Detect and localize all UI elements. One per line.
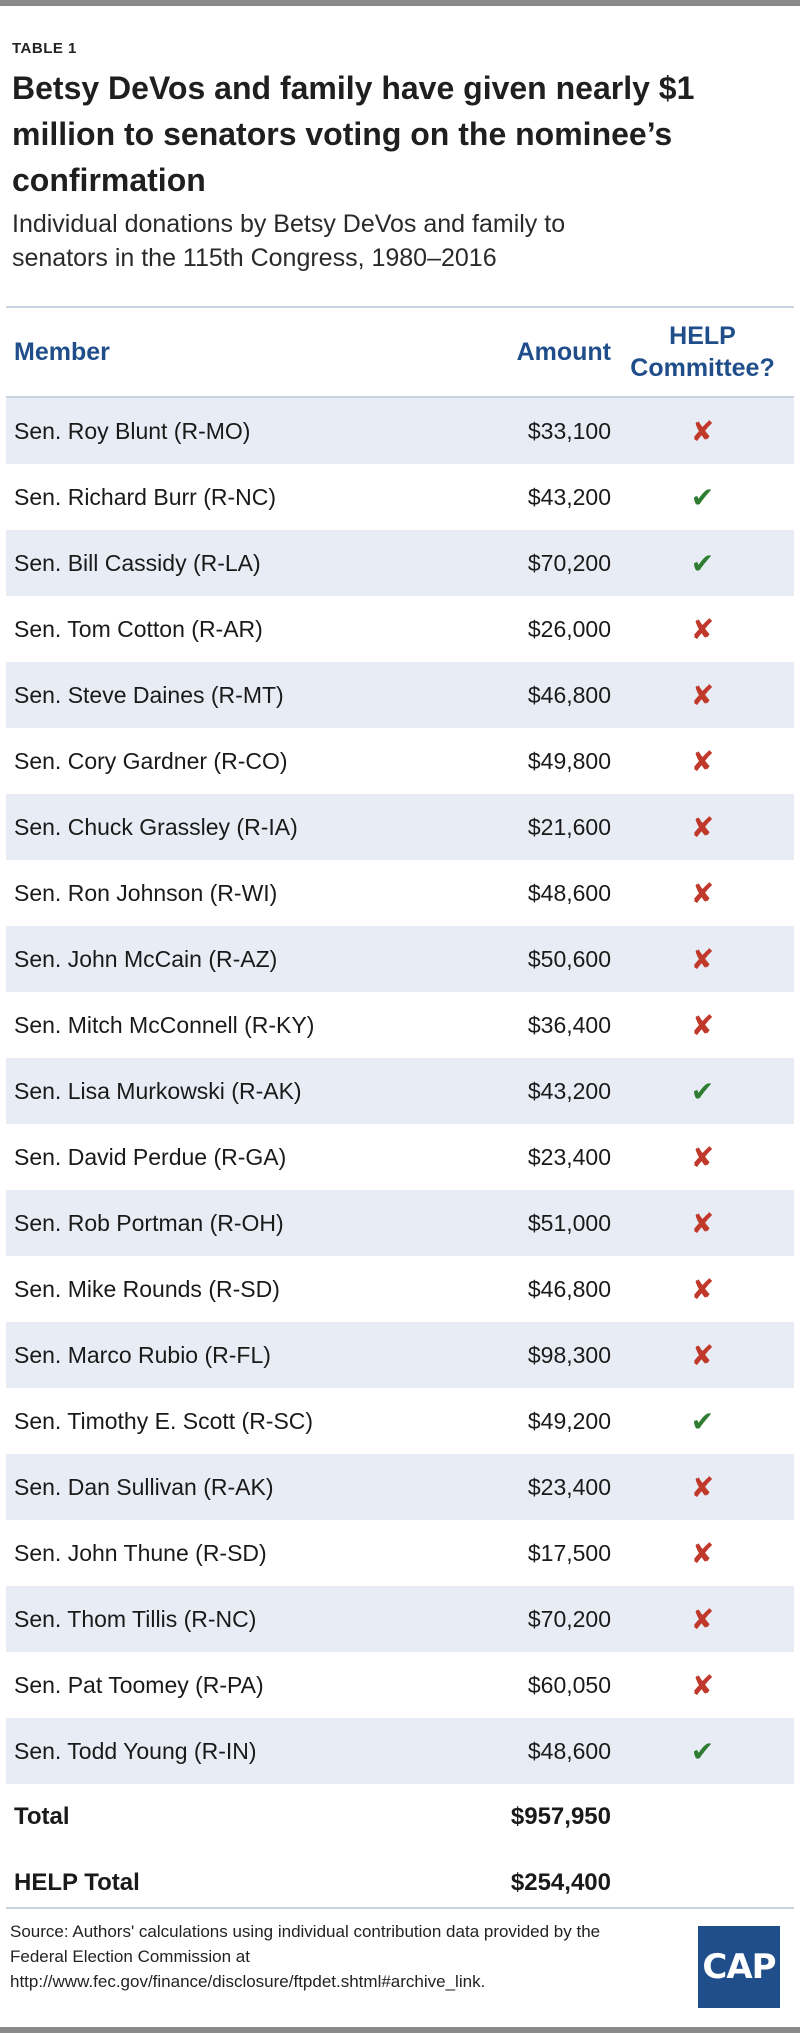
member-cell: Sen. Chuck Grassley (R-IA) [14,813,298,840]
member-cell: Sen. Tom Cotton (R-AR) [14,615,263,642]
table-header-row [6,307,794,397]
amount-cell: $50,600 [527,945,611,972]
table-row [6,1718,794,1784]
table-label: TABLE 1 [12,40,77,57]
member-cell: Sen. Ron Johnson (R-WI) [14,879,278,906]
amount-cell: $43,200 [527,483,611,510]
check-icon: ✔ [690,1735,715,1767]
table-row [6,1652,794,1718]
table-row [6,596,794,662]
member-cell: Sen. Bill Cassidy (R-LA) [14,549,261,576]
table-row [6,397,794,464]
table-row [6,926,794,992]
table-row [6,662,794,728]
x-icon: ✘ [690,1603,715,1635]
column-header-amount: Amount [356,307,611,397]
member-cell: Sen. Steve Daines (R-MT) [14,681,284,708]
help-committee-cell [611,992,794,1058]
member-cell: Sen. Timothy E. Scott (R-SC) [14,1407,314,1434]
x-icon: ✘ [690,1141,715,1173]
member-cell: Sen. John McCain (R-AZ) [14,945,278,972]
amount-cell: $17,500 [527,1539,611,1566]
donations-table [6,306,794,1916]
table-row [6,1586,794,1652]
total-label: Total [6,1784,356,1850]
table-row [6,1190,794,1256]
amount-cell: $23,400 [527,1473,611,1500]
table-row [6,530,794,596]
help-committee-cell [611,596,794,662]
check-icon: ✔ [690,1405,715,1437]
figure-subtitle: Individual donations by Betsy DeVos and family to senators in the 115th Congress, 1980–2016 [12,210,566,272]
table-row [6,1520,794,1586]
member-cell: Sen. Pat Toomey (R-PA) [14,1671,264,1698]
x-icon: ✘ [690,1669,715,1701]
amount-cell: $48,600 [527,1737,611,1764]
member-cell: Sen. Roy Blunt (R-MO) [14,417,251,444]
help-committee-cell [611,728,794,794]
x-icon: ✘ [690,1537,715,1569]
x-icon: ✘ [690,679,715,711]
member-cell: Sen. Mitch McConnell (R-KY) [14,1011,315,1038]
x-icon: ✘ [690,613,715,645]
cap-logo: CAP [698,1926,780,2008]
x-icon: ✘ [690,415,715,447]
table-row [6,728,794,794]
table-row [6,992,794,1058]
help-committee-cell [611,662,794,728]
table-row [6,794,794,860]
amount-cell: $70,200 [527,549,611,576]
x-icon: ✘ [690,1273,715,1305]
member-cell: Sen. Rob Portman (R-OH) [14,1209,284,1236]
help-total-amount: $254,400 [356,1850,611,1916]
check-icon: ✔ [690,481,715,513]
source-note: Source: Authors' calculations using individual contribution data provided by the Federal Election Commission at http://www.fec.gov/finance/disclosure/ftpdet.shtml#archive_link. [10,1922,601,1991]
amount-cell: $21,600 [527,813,611,840]
member-cell: Sen. John Thune (R-SD) [14,1539,267,1566]
amount-cell: $49,200 [527,1407,611,1434]
member-cell: Sen. Lisa Murkowski (R-AK) [14,1077,302,1104]
amount-cell: $48,600 [527,879,611,906]
help-committee-cell [611,1322,794,1388]
help-committee-cell [611,530,794,596]
check-icon: ✔ [690,547,715,579]
member-cell: Sen. Mike Rounds (R-SD) [14,1275,280,1302]
figure-header [0,6,800,275]
help-committee-cell [611,1058,794,1124]
table-body [6,397,794,1784]
help-committee-cell [611,1124,794,1190]
amount-cell: $49,800 [527,747,611,774]
check-icon: ✔ [690,1075,715,1107]
member-cell: Sen. Richard Burr (R-NC) [14,483,276,510]
help-committee-cell [611,1520,794,1586]
amount-cell: $98,300 [527,1341,611,1368]
x-icon: ✘ [690,1207,715,1239]
help-committee-cell [611,464,794,530]
x-icon: ✘ [690,877,715,909]
help-committee-cell [611,794,794,860]
help-committee-cell [611,1652,794,1718]
column-header-member: Member [6,307,356,397]
member-cell: Sen. Thom Tillis (R-NC) [14,1605,257,1632]
x-icon: ✘ [690,745,715,777]
member-cell: Sen. Todd Young (R-IN) [14,1737,257,1764]
member-cell: Sen. Marco Rubio (R-FL) [14,1341,271,1368]
amount-cell: $26,000 [527,615,611,642]
table-row [6,1322,794,1388]
amount-cell: $36,400 [527,1011,611,1038]
x-icon: ✘ [690,811,715,843]
amount-cell: $43,200 [527,1077,611,1104]
help-total-label: HELP Total [6,1850,356,1916]
amount-cell: $33,100 [527,417,611,444]
amount-cell: $60,050 [527,1671,611,1698]
table-row [6,1058,794,1124]
help-committee-cell [611,1586,794,1652]
table-row [6,464,794,530]
help-committee-cell [611,1454,794,1520]
help-committee-cell [611,1718,794,1784]
help-committee-cell [611,926,794,992]
member-cell: Sen. Cory Gardner (R-CO) [14,747,288,774]
x-icon: ✘ [690,1339,715,1371]
x-icon: ✘ [690,943,715,975]
x-icon: ✘ [690,1009,715,1041]
amount-cell: $23,400 [527,1143,611,1170]
help-committee-cell [611,397,794,464]
total-help-cell [611,1784,794,1850]
total-row [6,1784,794,1850]
help-committee-cell [611,860,794,926]
total-amount: $957,950 [356,1784,611,1850]
help-committee-cell [611,1190,794,1256]
table-row [6,1388,794,1454]
help-committee-cell [611,1388,794,1454]
table-row [6,860,794,926]
amount-cell: $51,000 [527,1209,611,1236]
amount-cell: $46,800 [527,681,611,708]
column-header-help-committee: HELP Committee? [611,307,794,397]
table-row [6,1454,794,1520]
figure-title: Betsy DeVos and family have given nearly $1 million to senators voting on the nominee’s confirmation [12,70,695,198]
amount-cell: $70,200 [527,1605,611,1632]
help-committee-cell [611,1256,794,1322]
table-row [6,1256,794,1322]
member-cell: Sen. David Perdue (R-GA) [14,1143,287,1170]
table-row [6,1124,794,1190]
x-icon: ✘ [690,1471,715,1503]
amount-cell: $46,800 [527,1275,611,1302]
footer-divider [6,1907,794,1909]
member-cell: Sen. Dan Sullivan (R-AK) [14,1473,274,1500]
